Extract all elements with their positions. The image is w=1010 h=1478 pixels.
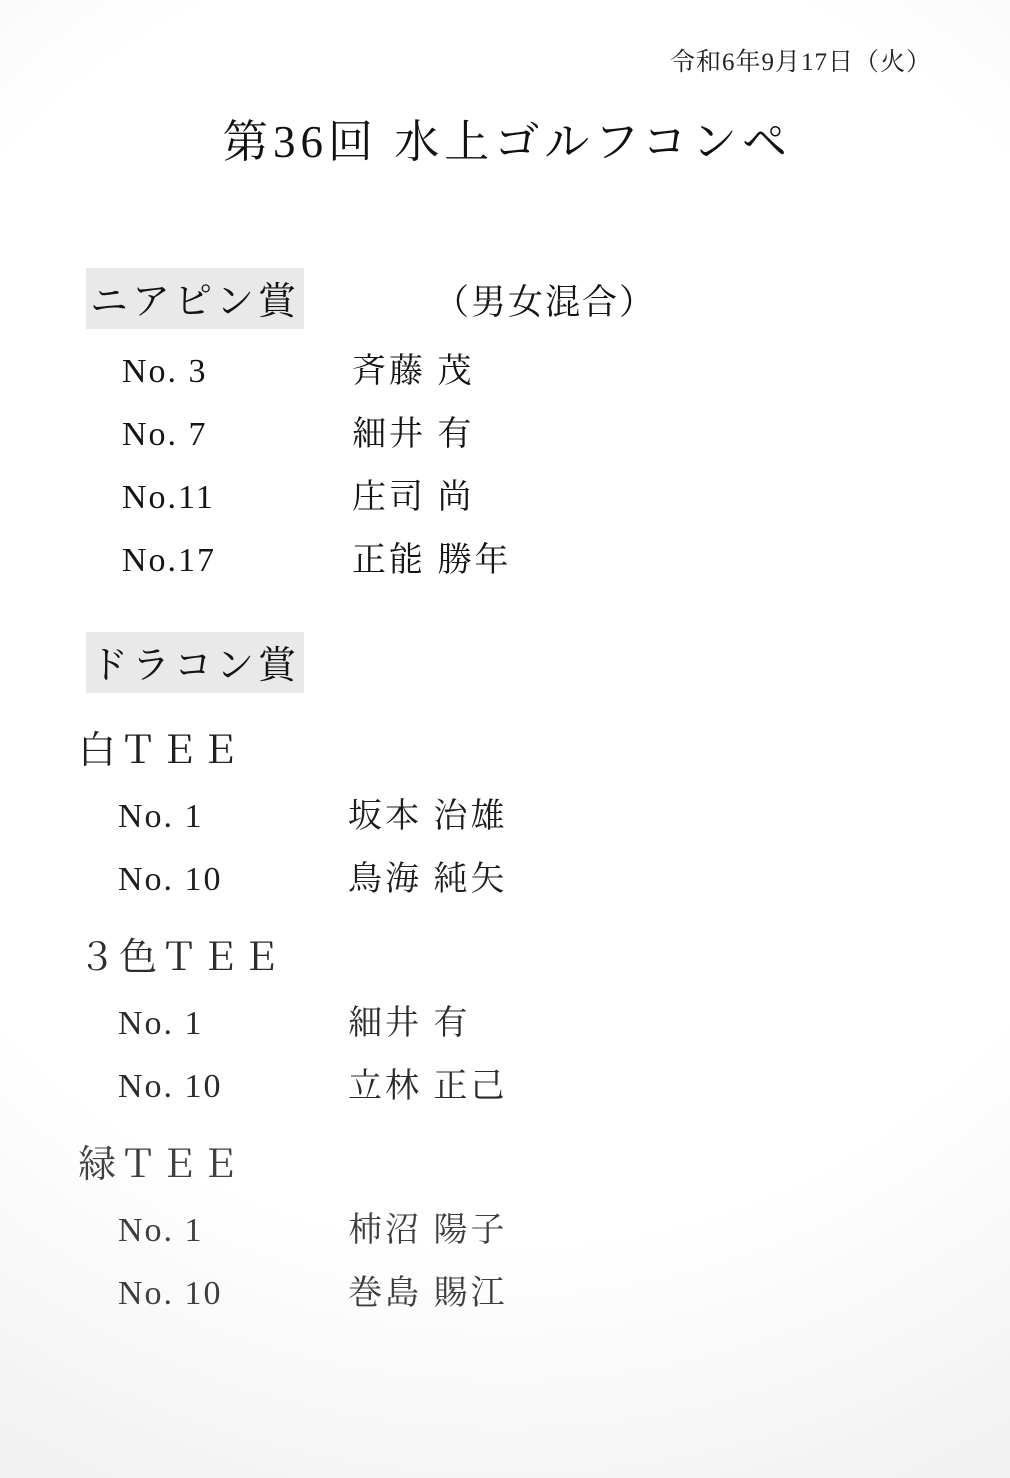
- hole-number: No. 1: [118, 1212, 204, 1249]
- list-item: [86, 788, 946, 837]
- winner-name: 細井 有: [352, 416, 475, 453]
- hole-number: No. 10: [118, 1275, 223, 1312]
- tee-label: ３色ＴＥＥ: [78, 937, 284, 979]
- winner-name: 立林 正己: [348, 1068, 508, 1105]
- nearpin-heading-row: [86, 268, 946, 329]
- list-item: [86, 995, 946, 1044]
- dracon-heading: ドラコン賞: [86, 632, 304, 693]
- winner-name: 坂本 治雄: [348, 798, 508, 835]
- tee-label: 緑ＴＥＥ: [78, 1144, 243, 1186]
- hole-number: No. 1: [118, 798, 204, 835]
- winner-name: 正能 勝年: [352, 542, 512, 579]
- list-item: [86, 469, 946, 518]
- winner-name: 細井 有: [348, 1005, 471, 1042]
- tee-group-three-color: [78, 926, 946, 1107]
- list-item: [86, 343, 946, 392]
- hole-number: No.11: [122, 479, 215, 516]
- hole-number: No. 10: [118, 861, 223, 898]
- list-item: [86, 851, 946, 900]
- section-nearpin: [86, 268, 946, 581]
- tee-group-white: [78, 719, 946, 900]
- page-title: 第36回 水上ゴルフコンペ: [222, 117, 792, 167]
- nearpin-heading: ニアピン賞: [86, 268, 304, 329]
- list-item: [86, 1058, 946, 1107]
- list-item: [86, 1202, 946, 1251]
- hole-number: No. 1: [118, 1005, 204, 1042]
- hole-number: No. 10: [118, 1068, 223, 1105]
- document-date: 令和6年9月17日（火）: [669, 49, 932, 76]
- dracon-heading-row: [86, 632, 946, 693]
- winner-name: 庄司 尚: [352, 479, 475, 516]
- winner-name: 斉藤 茂: [352, 353, 475, 390]
- list-item: [86, 532, 946, 581]
- list-item: [86, 1265, 946, 1314]
- winner-name: 柿沼 陽子: [348, 1212, 508, 1249]
- hole-number: No.17: [122, 542, 217, 579]
- winner-name: 鳥海 純矢: [348, 861, 508, 898]
- section-dracon: [78, 632, 946, 1314]
- nearpin-subheading: （男女混合）: [434, 283, 657, 322]
- hole-number: No. 3: [122, 353, 208, 390]
- tee-label: 白ＴＥＥ: [78, 730, 243, 772]
- winner-name: 巻島 賜江: [348, 1275, 508, 1312]
- list-item: [86, 406, 946, 455]
- tee-group-green: [78, 1133, 946, 1314]
- hole-number: No. 7: [122, 416, 208, 453]
